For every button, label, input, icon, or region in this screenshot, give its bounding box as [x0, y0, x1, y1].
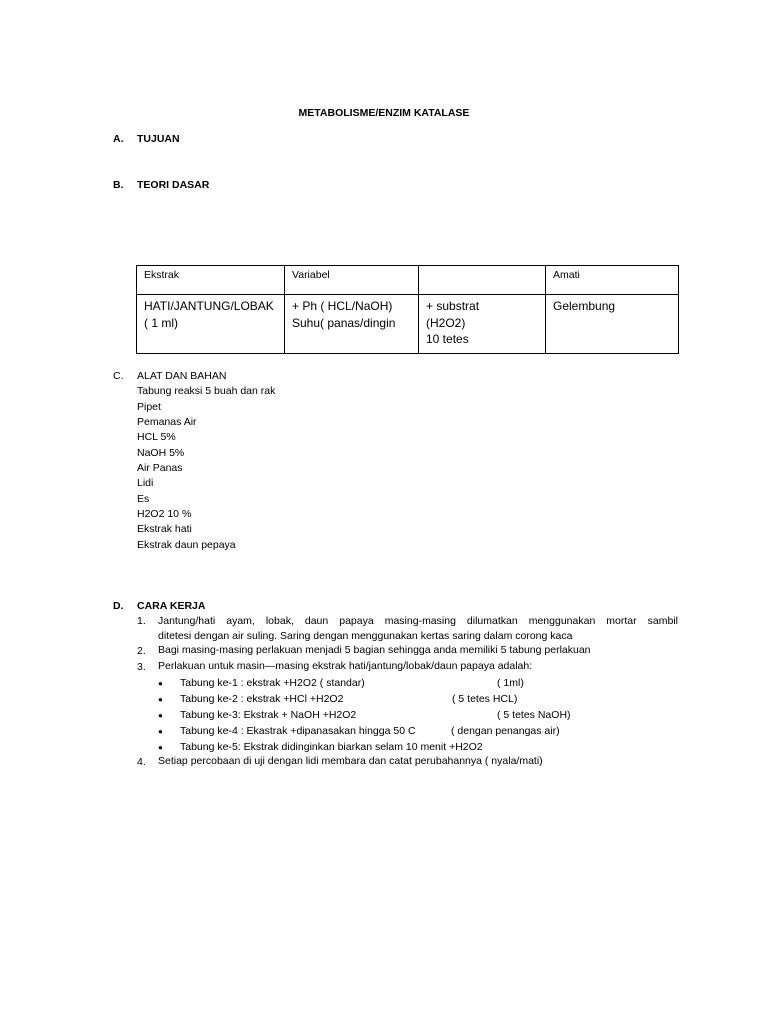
table-header-row: [137, 266, 679, 295]
material-item: Pipet: [137, 401, 161, 413]
bullet-text: Tabung ke-2 : ekstrak +HCl +H2O2: [180, 693, 344, 705]
cell-line: Gelembung: [553, 299, 616, 313]
material-item: Tabung reaksi 5 buah dan rak: [137, 385, 276, 397]
table-row: [137, 295, 679, 354]
step-text: Jantung/hati ayam, lobak, daun papaya masing-masing dilumatkan menggunakan mortar sambil: [158, 615, 678, 627]
bullet-icon: ●: [158, 679, 163, 688]
material-item: Ekstrak hati: [137, 523, 192, 535]
table-header-cell: Amati: [546, 266, 679, 295]
cell-line: + Ph ( HCL/NaOH): [292, 299, 393, 313]
document-title: METABOLISME/ENZIM KATALASE: [298, 107, 470, 119]
section-a-heading: TUJUAN: [137, 133, 180, 145]
bullet-text: Tabung ke-5: Ekstrak didinginkan biarkan selam 10 menit +H2O2: [180, 741, 483, 753]
table-cell-variabel: [285, 295, 419, 354]
bullet-text: Tabung ke-4 : Ekastrak +dipanasakan hingga 50 C: [180, 725, 416, 737]
material-item: Pemanas Air: [137, 416, 197, 428]
table-cell-substrat: [419, 295, 546, 354]
table-header-cell: [419, 266, 546, 295]
table-cell-ekstrak: [137, 295, 285, 354]
bullet-note: ( 5 tetes NaOH): [497, 709, 571, 721]
material-item: Air Panas: [137, 462, 183, 474]
material-item: HCL 5%: [137, 431, 176, 443]
bullet-text: Tabung ke-1 : ekstrak +H2O2 ( standar): [180, 677, 365, 689]
step-number: 4.: [137, 756, 146, 768]
bullet-icon: ●: [158, 743, 163, 752]
cell-line: HATI/JANTUNG/LOBAK: [144, 299, 274, 313]
table-header-cell: Ekstrak: [137, 266, 285, 295]
section-b-heading: TEORI DASAR: [137, 179, 210, 191]
bullet-note: ( 1ml): [497, 677, 524, 689]
bullet-icon: ●: [158, 695, 163, 704]
material-item: Lidi: [137, 477, 154, 489]
cell-line: ( 1 ml): [144, 315, 178, 330]
bullet-note: ( 5 tetes HCL): [452, 693, 518, 705]
material-item: Ekstrak daun pepaya: [137, 539, 236, 551]
material-item: H2O2 10 %: [137, 508, 192, 520]
section-d-letter: D.: [113, 600, 124, 612]
table-header-cell: Variabel: [285, 266, 419, 295]
cell-line: (H2O2): [426, 315, 466, 330]
bullet-icon: ●: [158, 711, 163, 720]
step-text: Setiap percobaan di uji dengan lidi membara dan catat perubahannya ( nyala/mati): [158, 755, 543, 767]
step-number: 2.: [137, 645, 146, 657]
cell-line: 10 tetes: [426, 332, 469, 346]
cell-line: Suhu( panas/dingin: [292, 315, 396, 330]
section-b-letter: B.: [113, 179, 124, 191]
section-c-letter: C.: [113, 370, 124, 382]
section-c-heading: ALAT DAN BAHAN: [137, 370, 227, 382]
variables-table: [136, 265, 679, 354]
material-item: NaOH 5%: [137, 447, 185, 459]
bullet-note: ( dengan penangas air): [451, 725, 560, 737]
step-number: 3.: [137, 661, 146, 673]
section-a-letter: A.: [113, 133, 124, 145]
step-number: 1.: [137, 615, 146, 627]
material-item: Es: [137, 493, 150, 505]
bullet-text: Tabung ke-3: Ekstrak + NaOH +H2O2: [180, 709, 357, 721]
cell-line: + substrat: [426, 299, 480, 313]
step-text: ditetesi dengan air suling. Saring dengan menggunakan kertas saring dalam corong kaca: [158, 630, 573, 642]
section-d-heading: CARA KERJA: [137, 600, 206, 612]
step-text: Bagi masing-masing perlakuan menjadi 5 bagian sehingga anda memiliki 5 tabung perlakuan: [158, 644, 591, 656]
step-text: Perlakuan untuk masin—masing ekstrak hati/jantung/lobak/daun papaya adalah:: [158, 660, 533, 672]
bullet-icon: ●: [158, 727, 163, 736]
table-cell-amati: [546, 295, 679, 354]
